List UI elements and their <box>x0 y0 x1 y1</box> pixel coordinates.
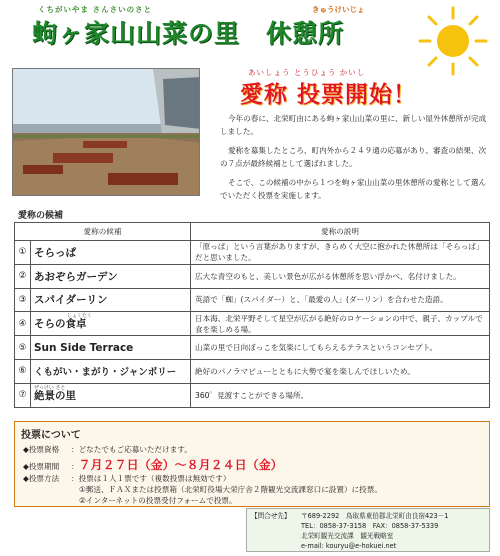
table-row <box>15 383 490 407</box>
candidate-desc: 「原っぱ」という言葉がありますが、きらめく大空に抱かれた休憩所は「そらっぱ」だと思いました。 <box>191 241 490 265</box>
method-text: ：投票は１人１票です（複数投票は無効です） <box>71 474 231 483</box>
table-row <box>15 336 490 360</box>
candidates-table <box>14 222 490 408</box>
candidate-desc: 日本海、北栄平野そして星空が広がる絶好のロケーションの中で、親子、カップルで食を楽しめる場。 <box>191 312 490 336</box>
period-label: ◆投票期間 <box>23 462 60 471</box>
candidate-desc: 山菜の里で日向ぼっこを気楽にしてもらえるテラスというコンセプト。 <box>191 336 490 360</box>
contact-email[interactable]: e-mail: kouryu@e-hokuei.net <box>301 542 397 550</box>
page-title: 蚼ヶ家山山菜の里 休憩所 <box>32 19 345 48</box>
rest-area-photo <box>12 68 200 196</box>
period-row <box>23 456 283 473</box>
table-row <box>15 288 490 312</box>
candidate-name-text: そらっぱ <box>34 246 76 259</box>
row-number: ① <box>15 241 31 265</box>
row-number: ⑥ <box>15 359 31 383</box>
candidate-name <box>31 241 191 265</box>
intro-paragraph: 今年の春に、北栄町由にある蚼ヶ家山山菜の里に、新しい屋外休憩所が完成しました。 <box>220 114 487 137</box>
rest-area-photo-art <box>13 69 200 196</box>
method-postal: ①郵送、ＦＡＸまたは投票箱（北栄町役場大栄庁舎２階観光交流課窓口に設置）に投票。 <box>79 485 382 494</box>
col-name-header: 愛称の候補 <box>15 223 191 241</box>
candidate-name-text: 絶景の里 <box>34 389 76 402</box>
candidate-name-text: あおぞらガーデン <box>34 270 118 283</box>
candidate-ruby: ぜっけい さと <box>34 384 66 391</box>
method-internet: ②インターネットの投票受付フォームで投票。 <box>79 496 237 505</box>
row-number: ⑦ <box>15 383 31 407</box>
candidate-name <box>31 336 191 360</box>
period-dates: ７月２７日（金）～８月２４日（金） <box>78 458 283 472</box>
contact-department: 北栄町観光交流課 観光戦略室 <box>301 532 394 540</box>
method-row <box>23 473 230 484</box>
candidate-name <box>31 288 191 312</box>
candidate-name-text: Sun Side Terrace <box>34 341 134 354</box>
candidate-name <box>31 264 191 288</box>
contact-box <box>246 508 490 552</box>
candidate-name <box>31 312 191 336</box>
candidate-name-text: スパイダーリン <box>34 294 108 307</box>
candidate-ruby: しょくたく <box>67 313 93 320</box>
eligibility-text: ：どなたでもご応募いただけます。 <box>71 445 192 454</box>
eligibility-row <box>23 444 192 455</box>
table-row <box>15 359 490 383</box>
table-row <box>15 264 490 288</box>
intro-text <box>220 112 490 207</box>
row-number: ③ <box>15 288 31 312</box>
candidate-desc: 英語で「蜘」(スパイダー）と、「最愛の人」(ダーリン）を合わせた造語。 <box>191 288 490 312</box>
row-number: ② <box>15 264 31 288</box>
table-row <box>15 241 490 265</box>
contact-phone: TEL：0858-37-3158 FAX：0858-37-5339 <box>301 522 439 530</box>
contact-address: 〒689-2292 鳥取県東伯郡北栄町由良宿423－1 <box>301 512 449 520</box>
period-colon: ： <box>71 462 79 471</box>
table-header-row <box>15 223 490 241</box>
eligibility-label: ◆投票資格 <box>23 445 60 454</box>
banner-ruby: あいしょう とうひょう かいし <box>248 68 366 77</box>
row-number: ⑤ <box>15 336 31 360</box>
contact-label: 【問合せ先】 <box>251 512 291 520</box>
sun-icon <box>418 6 488 76</box>
candidate-desc: 絶好のパノラマビューとともに大勢で宴を楽しんでほしいため。 <box>191 359 490 383</box>
voting-heading: 投票について <box>21 430 81 441</box>
candidate-name-text: くもがい・まがり・ジャンボリー <box>34 367 177 379</box>
col-desc-header: 愛称の説明 <box>191 223 490 241</box>
title-ruby: くちがいやま さんさいのさと <box>38 5 153 14</box>
candidate-desc: 360゜見渡すことができる場所。 <box>191 383 490 407</box>
candidate-name <box>31 383 191 407</box>
intro-paragraph: そこで、この候補の中から１つを蚼ヶ家山山菜の里休憩所の愛称として選んでいただく投票を実施します。 <box>220 177 487 201</box>
title-ruby-kyukei: きゅうけいじょ <box>312 5 365 14</box>
candidate-name-text: そらの食卓 <box>34 318 87 331</box>
intro-paragraph: 愛称を募集したところ、町内外から２４９通の応募があり、審査の結果、次の７点が最終候補として選ばれました。 <box>220 145 487 169</box>
candidates-heading: 愛称の候補 <box>18 211 64 221</box>
row-number: ④ <box>15 312 31 336</box>
candidate-name <box>31 359 191 383</box>
method-label: ◆投票方法 <box>23 474 60 483</box>
voting-info-box <box>14 421 490 507</box>
candidate-desc: 広大な青空のもと、美しい景色が広がる休憩所を思い浮かべ、名付けました。 <box>191 264 490 288</box>
table-row <box>15 312 490 336</box>
vote-banner-title: 愛称 投票開始！ <box>240 82 418 108</box>
